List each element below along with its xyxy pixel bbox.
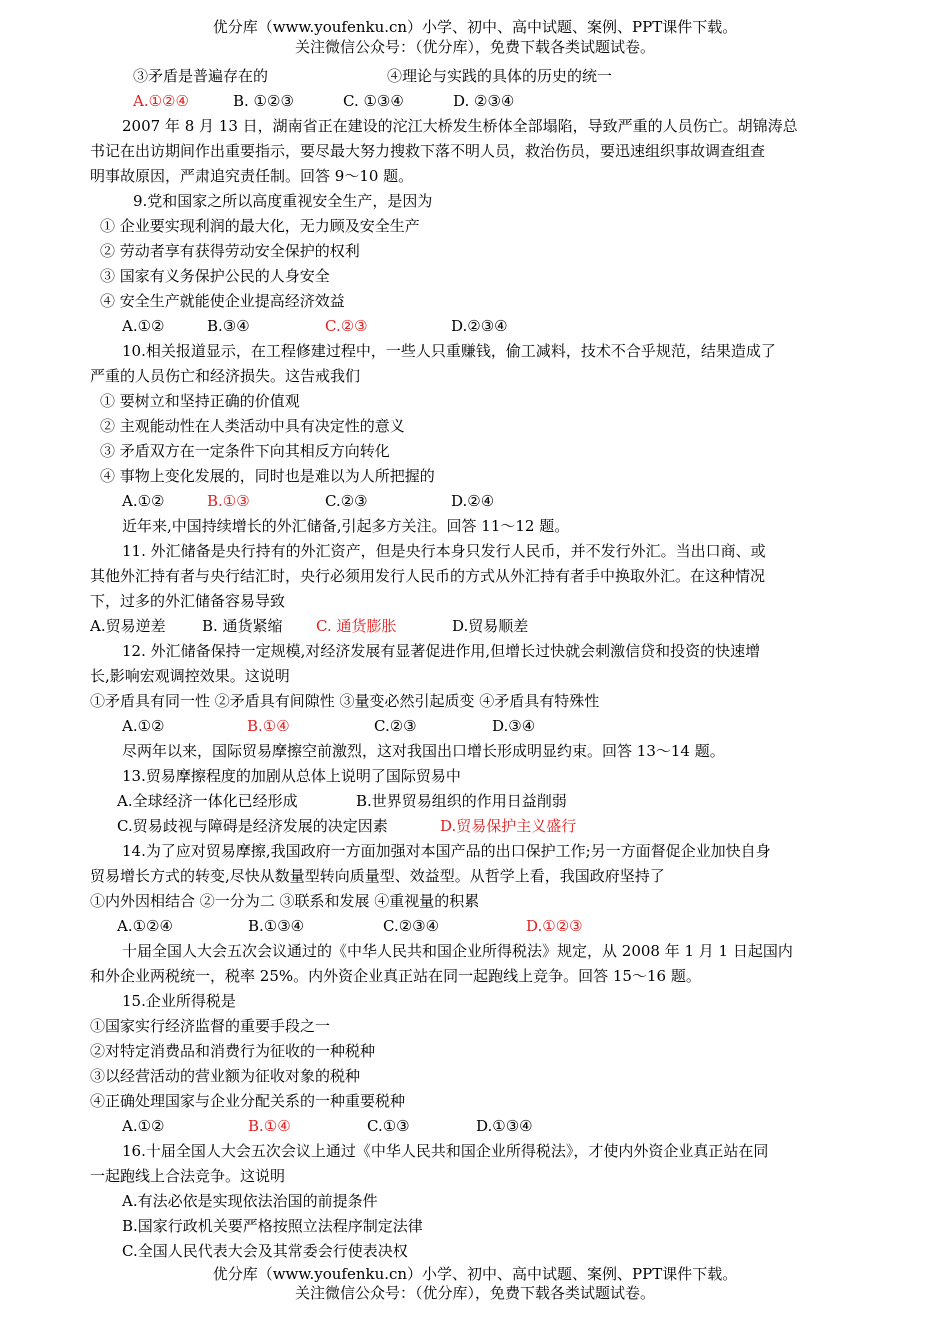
q15-option-b: B.①④ [248,1117,291,1135]
intro11: 近年来,中国持续增长的外汇储备,引起多方关注。回答 11～12 题。 [122,517,570,535]
q16-option-a: A.有法必依是实现依法治国的前提条件 [122,1192,378,1210]
q15-option-a: A.①② [122,1117,165,1135]
q15-option-d: D.①③④ [476,1117,533,1135]
q9-item4: ④ 安全生产就能使企业提高经济效益 [100,292,345,310]
q13-option-a: A.全球经济一体化已经形成 [117,792,298,810]
q15-item4: ④正确处理国家与企业分配关系的一种重要税种 [90,1092,406,1110]
q8-item4: ④理论与实践的具体的历史的统一 [387,67,613,85]
q14-stem-line1: 14.为了应对贸易摩擦,我国政府一方面加强对本国产品的出口保护工作;另一方面督促企业加快自身 [122,842,771,860]
q9-option-a: A.①② [122,317,165,335]
intro9-line2: 书记在出访期间作出重要指示，要尽最大努力搜救下落不明人员，救治伤员，要迅速组织事故调查组查 [90,142,766,160]
q15-item3: ③以经营活动的营业额为征收对象的税种 [90,1067,361,1085]
page-header-line1: 优分库（www.youfenku.cn）小学、初中、高中试题、案例、PPT课件下载。 [212,18,738,36]
q15-item1: ①国家实行经济监督的重要手段之一 [90,1017,331,1035]
q11-option-b: B. 通货紧缩 [202,617,283,635]
q13-option-c: C.贸易歧视与障碍是经济发展的决定因素 [117,817,388,835]
q9-item3: ③ 国家有义务保护公民的人身安全 [100,267,330,285]
q10-item3: ③ 矛盾双方在一定条件下向其相反方向转化 [100,442,390,460]
q12-stem-line2: 长,影响宏观调控效果。这说明 [90,667,290,685]
q11-option-c: C. 通货膨胀 [316,617,397,635]
q15-stem: 15.企业所得税是 [122,992,236,1010]
q14-option-c: C.②③④ [383,917,440,935]
q10-stem-line1: 10.相关报道显示，在工程修建过程中，一些人只重赚钱，偷工减料，技术不合乎规范，结果造成了 [122,342,776,360]
q8-option-c: C. ①③④ [343,92,404,110]
intro15-line1: 十届全国人大会五次会议通过的《中华人民共和国企业所得税法》规定，从 2008 年 1 月 1 日起国内 [122,942,793,960]
q13-option-b: B.世界贸易组织的作用日益削弱 [356,792,567,810]
q14-stem-line2: 贸易增长方式的转变,尽快从数量型转向质量型、效益型。从哲学上看，我国政府坚持了 [90,867,665,885]
q15-option-c: C.①③ [367,1117,410,1135]
q10-item4: ④ 事物上变化发展的，同时也是难以为人所把握的 [100,467,435,485]
q14-option-d: D.①②③ [526,917,583,935]
q11-option-a: A.贸易逆差 [90,617,166,635]
intro9-line1: 2007 年 8 月 13 日，湖南省正在建设的沱江大桥发生桥体全部塌陷，导致严重的人员伤亡。胡锦涛总 [122,117,798,135]
q10-option-c: C.②③ [325,492,368,510]
q11-stem-line1: 11. 外汇储备是央行持有的外汇资产，但是央行本身只发行人民币，并不发行外汇。当出口商、或 [122,542,766,560]
q9-stem: 9.党和国家之所以高度重视安全生产，是因为 [133,192,433,210]
q13-option-d: D.贸易保护主义盛行 [440,817,577,835]
q8-option-b: B. ①②③ [233,92,294,110]
q9-item1: ① 企业要实现利润的最大化，无力顾及安全生产 [100,217,420,235]
q10-stem-line2: 严重的人员伤亡和经济损失。这告戒我们 [90,367,361,385]
intro15-line2: 和外企业两税统一，税率 25%。内外资企业真正站在同一起跑线上竞争。回答 15～16 题。 [90,967,701,985]
q12-stem-line1: 12. 外汇储备保持一定规模,对经济发展有显著促进作用,但增长过快就会刺激信贷和投资的快速增 [122,642,761,660]
q9-option-b: B.③④ [207,317,250,335]
intro13: 尽两年以来，国际贸易摩擦空前激烈，这对我国出口增长形成明显约束。回答 13～14 题。 [122,742,725,760]
q14-option-a: A.①②④ [117,917,173,935]
q12-option-a: A.①② [122,717,165,735]
q8-option-d: D. ②③④ [453,92,515,110]
intro9-line3: 明事故原因，严肃追究责任制。回答 9～10 题。 [90,167,414,185]
q8-option-a: A.①②④ [133,92,189,110]
q9-item2: ② 劳动者享有获得劳动安全保护的权利 [100,242,360,260]
q9-option-c: C.②③ [325,317,368,335]
q11-stem-line2: 其他外汇持有者与央行结汇时，央行必须用发行人民币的方式从外汇持有者手中换取外汇。在这种情况 [90,567,766,585]
q16-option-c: C.全国人民代表大会及其常委会行使表决权 [122,1242,408,1260]
q10-option-b: B.①③ [207,492,250,510]
q16-stem-line2: 一起跑线上合法竞争。这说明 [90,1167,286,1185]
q16-option-b: B.国家行政机关要严格按照立法程序制定法律 [122,1217,423,1235]
q16-stem-line1: 16.十届全国人大会五次会议上通过《中华人民共和国企业所得税法》，才使内外资企业真正站在同 [122,1142,769,1160]
q8-item3: ③矛盾是普遍存在的 [133,67,269,85]
page-footer-line2: 关注微信公众号：（优分库），免费下载各类试题试卷。 [294,1284,655,1302]
q11-stem-line3: 下，过多的外汇储备容易导致 [90,592,286,610]
q10-option-a: A.①② [122,492,165,510]
page-header-line2: 关注微信公众号：（优分库），免费下载各类试题试卷。 [294,38,655,56]
q10-item1: ① 要树立和坚持正确的价值观 [100,392,300,410]
q14-option-b: B.①③④ [248,917,305,935]
q11-option-d: D.贸易顺差 [452,617,529,635]
q12-items: ①矛盾具有同一性 ②矛盾具有间隙性 ③量变必然引起质变 ④矛盾具有特殊性 [90,692,600,710]
q12-option-d: D.③④ [492,717,536,735]
q13-stem: 13.贸易摩擦程度的加剧从总体上说明了国际贸易中 [122,767,461,785]
page-footer-line1: 优分库（www.youfenku.cn）小学、初中、高中试题、案例、PPT课件下载。 [212,1265,738,1283]
q15-item2: ②对特定消费品和消费行为征收的一种税种 [90,1042,376,1060]
q12-option-c: C.②③ [374,717,417,735]
q10-item2: ② 主观能动性在人类活动中具有决定性的意义 [100,417,405,435]
q9-option-d: D.②③④ [451,317,508,335]
q10-option-d: D.②④ [451,492,495,510]
q14-items: ①内外因相结合 ②一分为二 ③联系和发展 ④重视量的积累 [90,892,480,910]
q12-option-b: B.①④ [247,717,290,735]
